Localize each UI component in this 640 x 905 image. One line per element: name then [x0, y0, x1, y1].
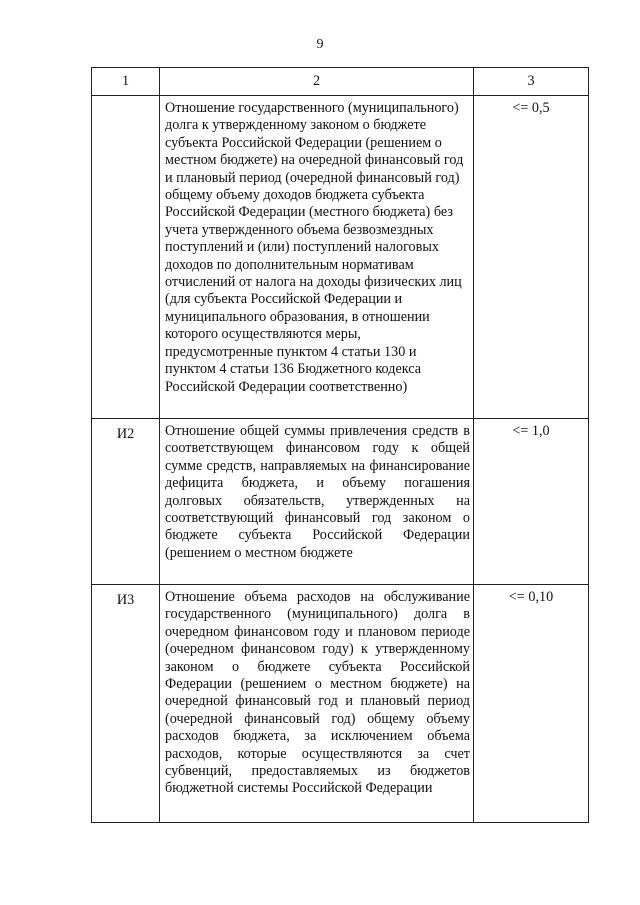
- table-row: [92, 585, 589, 823]
- table-row: [92, 419, 589, 585]
- row-value: <= 0,5: [474, 96, 589, 419]
- row-value: <= 1,0: [474, 419, 589, 585]
- page-number: 9: [316, 37, 324, 52]
- table-row: [92, 96, 589, 419]
- row-description: Отношение объема расходов на обслуживание государственного (муниципального) долга в очередном финансовом году и плановом периоде (очередном финансовом году) к утвержденному законом о бюджете субъекта Российской Федерации (решением о местном бюджете) на очередной финансовый год и плановый период (очередной финансовый год) общему объему расходов бюджета, за исключением объема расходов, которые осуществляются за счет субвенций, предоставляемых из бюджетов бюджетной системы Российской Федерации: [160, 585, 474, 823]
- row-description: Отношение общей суммы привлечения средств в соответствующем финансовом году к общей сумме средств, направляемых на финансирование дефицита бюджета, и объему погашения долговых обязательств, утвержденных на соответствующий финансовый год законом о бюджете субъекта Российской Федерации (решением о местном бюджете: [160, 419, 474, 585]
- column-header-1: 1: [92, 68, 160, 96]
- row-description: Отношение государственного (муниципального) долга к утвержденному законом о бюджете субъекта Российской Федерации (решением о местном бюджете) на очередной финансовый год и плановый период (очередной финансовый год) общему объему доходов бюджета субъекта Российской Федерации (местного бюджета) без учета утвержденного объема безвозмездных поступлений и (или) поступлений налоговых доходов по дополнительным нормативам отчислений от налога на доходы физических лиц (для субъекта Российской Федерации и муниципального образования, в отношении которого осуществляются меры, предусмотренные пунктом 4 статьи 130 и пунктом 4 статьи 136 Бюджетного кодекса Российской Федерации соответственно): [160, 96, 474, 419]
- row-code: И3: [92, 585, 160, 823]
- row-value: <= 0,10: [474, 585, 589, 823]
- row-code: И2: [92, 419, 160, 585]
- row-code: [92, 96, 160, 419]
- table-header-row: [92, 68, 589, 96]
- indicators-table: [91, 67, 589, 823]
- column-header-3: 3: [474, 68, 589, 96]
- column-header-2: 2: [160, 68, 474, 96]
